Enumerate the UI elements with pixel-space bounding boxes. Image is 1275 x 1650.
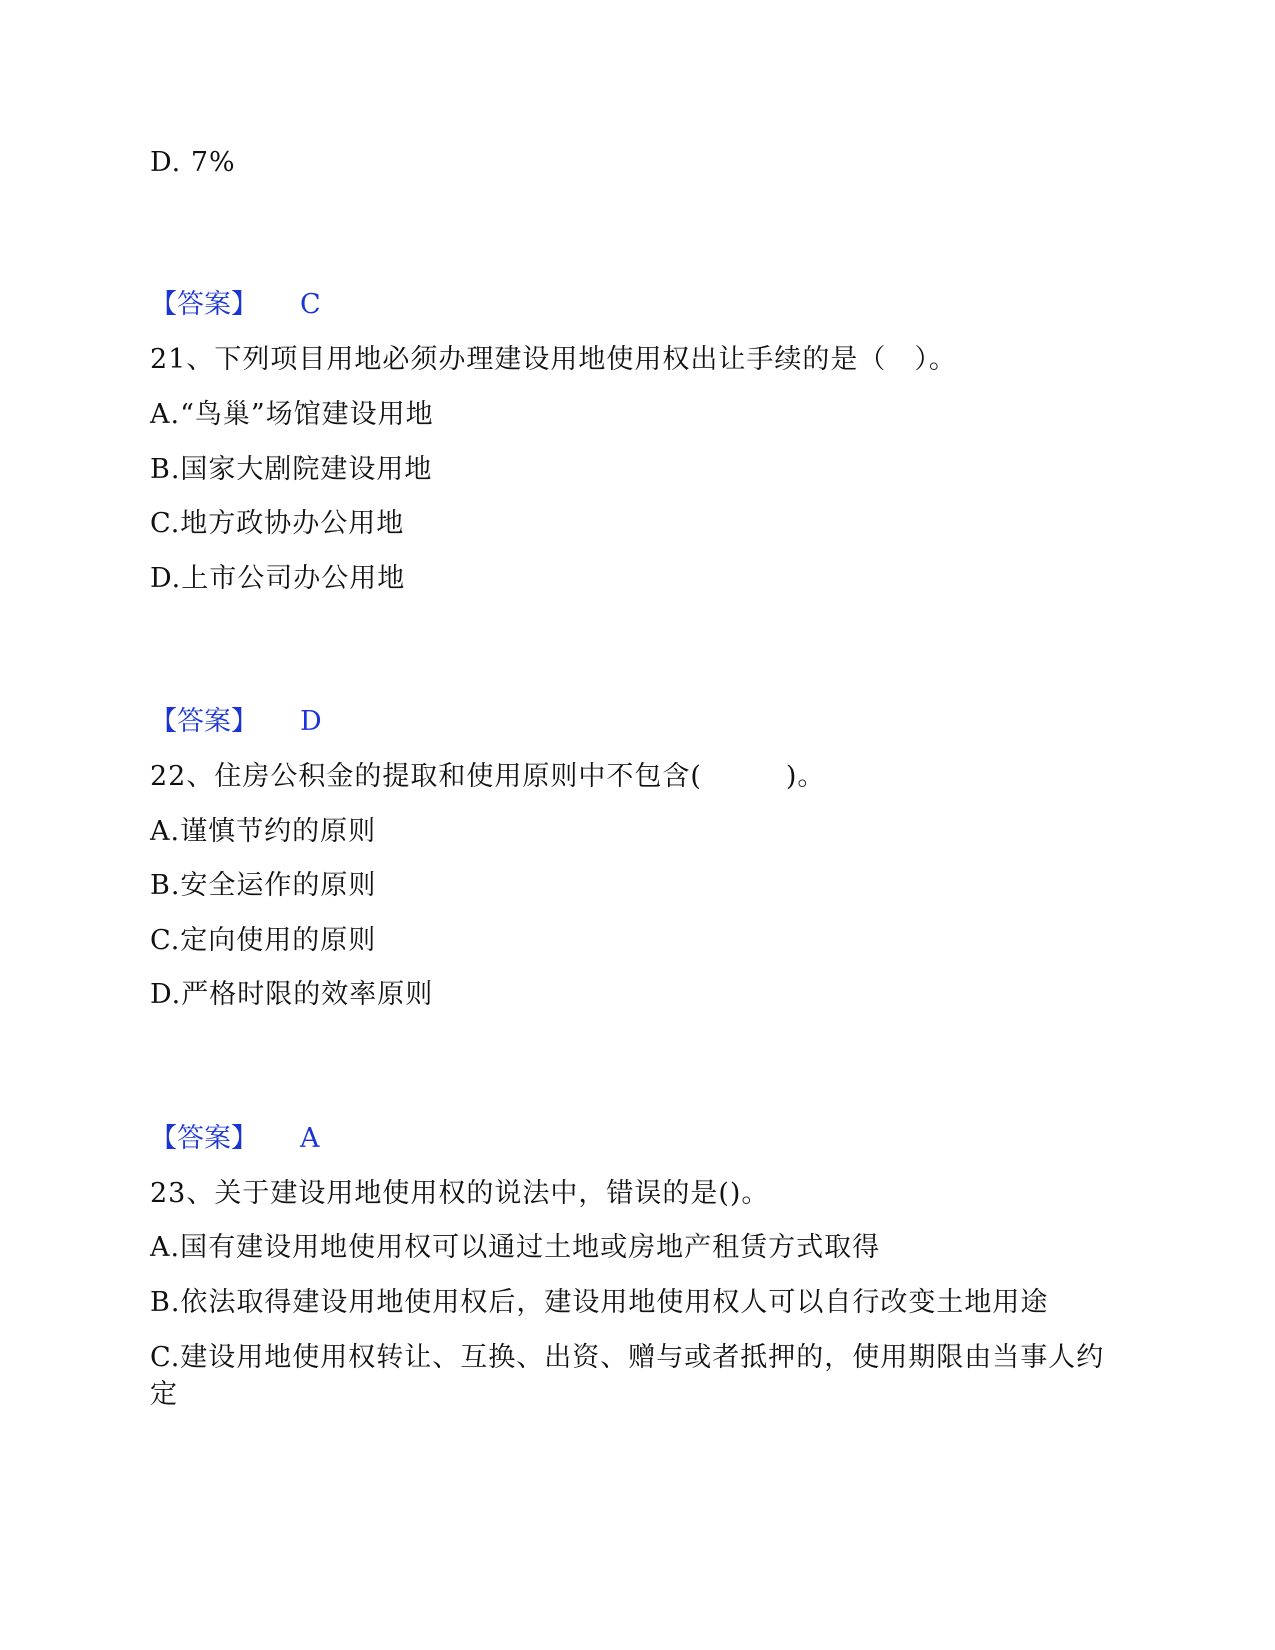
question-22-option-a: A.谨慎节约的原则 [150,816,377,847]
question-21-option-a: A.“鸟巢”场馆建设用地 [150,399,434,430]
question-22-option-c: C.定向使用的原则 [150,925,377,956]
option-d-prev-question: D. 7% [150,147,236,178]
question-23-option-c: C.建设用地使用权转让、互换、出资、赠与或者抵押的，使用期限由当事人约定 [150,1342,1105,1410]
question-21-option-b: B.国家大剧院建设用地 [150,454,433,485]
question-21-option-c: C.地方政协办公用地 [150,508,405,539]
question-23-option-b: B.依法取得建设用地使用权后，建设用地使用权人可以自行改变土地用途 [150,1287,1049,1318]
answer-line-21 [150,702,322,742]
question-22-option-b: B.安全运作的原则 [150,870,377,901]
answer-label: 【答案】 [150,1123,258,1154]
question-21: 21、下列项目用地必须办理建设用地使用权出让手续的是（ ）。 [150,344,957,375]
question-22: 22、住房公积金的提取和使用原则中不包含( )。 [150,761,826,792]
answer-value: A [300,1123,320,1154]
answer-value: C [300,289,321,320]
answer-value: D [300,706,322,737]
question-21-option-d: D.上市公司办公用地 [150,563,406,594]
answer-line-20 [150,285,321,325]
question-22-option-d: D.严格时限的效率原则 [150,979,434,1010]
question-23: 23、关于建设用地使用权的说法中，错误的是()。 [150,1178,770,1209]
question-23-option-a: A.国有建设用地使用权可以通过土地或房地产租赁方式取得 [150,1232,881,1263]
answer-label: 【答案】 [150,289,258,320]
answer-line-22 [150,1119,320,1159]
answer-label: 【答案】 [150,706,258,737]
